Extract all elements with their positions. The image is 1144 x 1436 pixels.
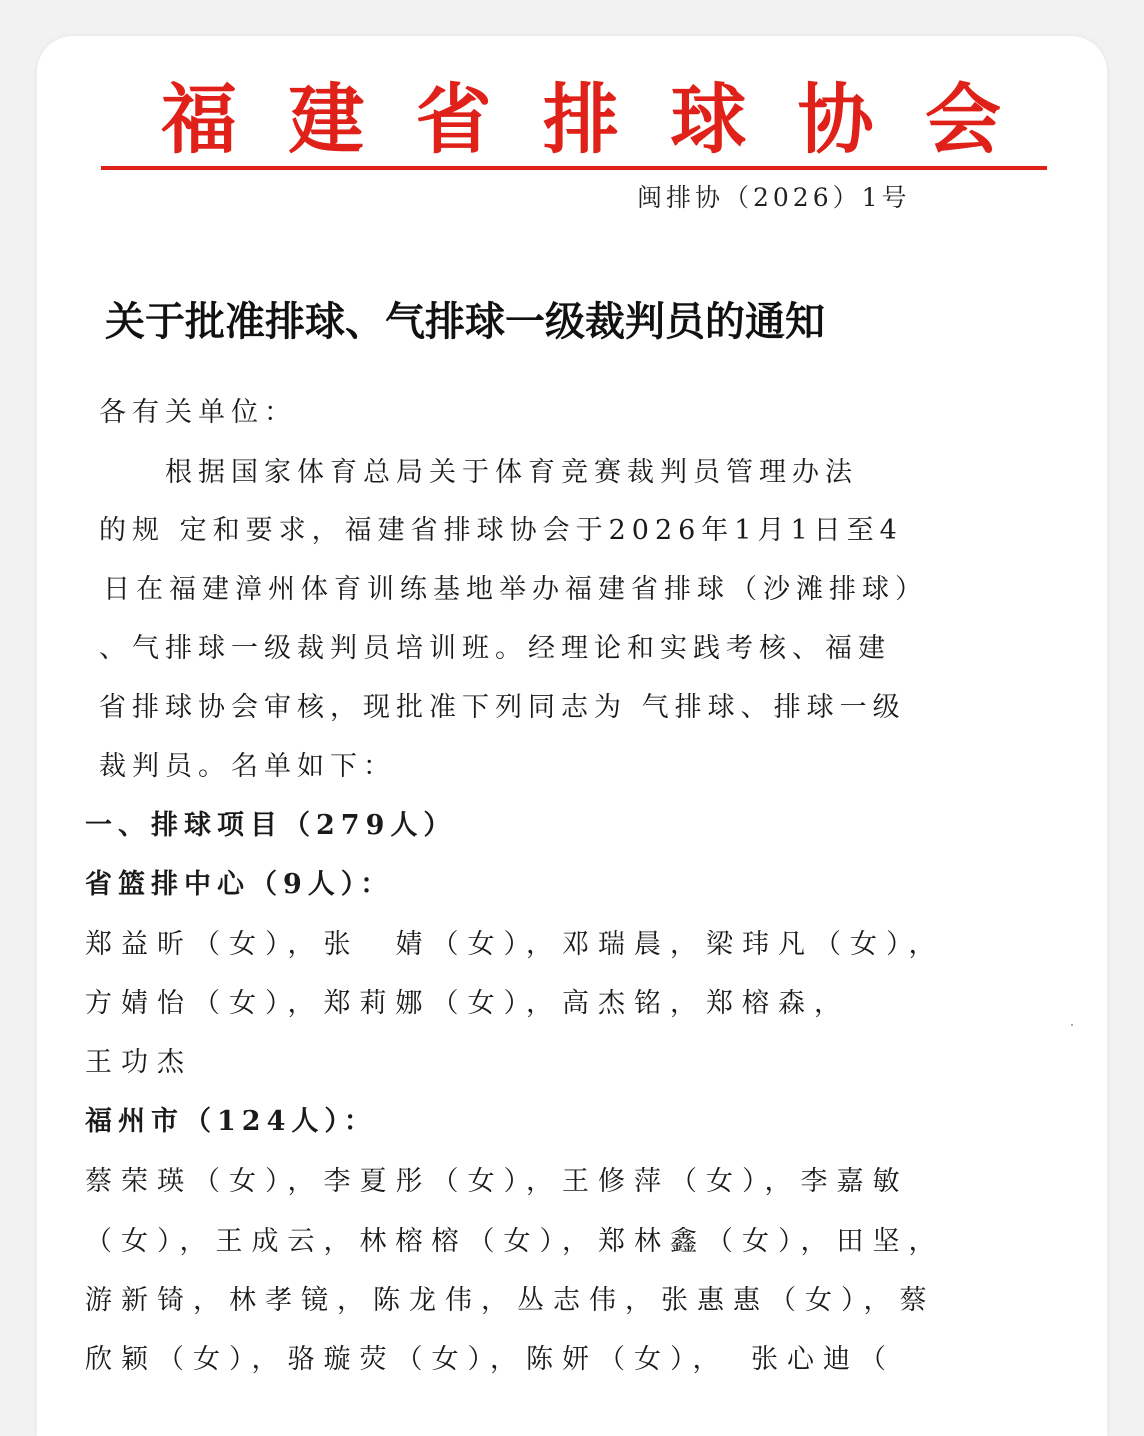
document-number: 闽排协（2026）1号 bbox=[637, 183, 911, 212]
body-line: 省排球协会审核，现批准下列同志为 气排球、排球一级 bbox=[99, 692, 906, 723]
name-list-line: （女），王成云，林榕榕（女），郑林鑫（女），田坚， bbox=[85, 1226, 945, 1257]
letterhead-char: 排 bbox=[542, 75, 619, 164]
body-line: 、气排球一级裁判员培训班。经理论和实践考核、福建 bbox=[99, 633, 891, 664]
salutation: 各有关单位： bbox=[99, 397, 297, 428]
body-line: 裁判员。名单如下： bbox=[99, 751, 396, 782]
organization-letterhead bbox=[161, 75, 1001, 164]
body-line: 日在福建漳州体育训练基地举办福建省排球（沙滩排球） bbox=[103, 574, 928, 605]
letterhead-char: 协 bbox=[797, 75, 874, 164]
letterhead-char: 会 bbox=[924, 75, 1001, 164]
notice-title: 关于批准排球、气排球一级裁判员的通知 bbox=[105, 299, 825, 345]
name-list-line: 欣颖（女），骆璇荧（女），陈妍（女）， 张心迪（ bbox=[85, 1344, 895, 1375]
section-heading-volleyball: 一、排球项目（279人） bbox=[85, 810, 457, 841]
name-list-line: 方婧怡（女），郑莉娜（女），高杰铭，郑榕森， bbox=[85, 988, 850, 1019]
name-list-line: 王功杰 bbox=[85, 1047, 193, 1078]
scan-speck bbox=[1071, 1024, 1073, 1026]
letterhead-char: 球 bbox=[670, 75, 747, 164]
body-line: 根据国家体育总局关于体育竞赛裁判员管理办法 bbox=[165, 457, 858, 488]
name-list-line: 郑益昕（女），张 婧（女），邓瑞晨，梁玮凡（女）， bbox=[85, 929, 945, 960]
body-line: 的规 定和要求，福建省排球协会于2026年1月1日至4 bbox=[99, 515, 903, 546]
section-heading-fuzhou: 福州市（124人）： bbox=[85, 1106, 377, 1137]
document-page bbox=[37, 36, 1107, 1436]
letterhead-char: 福 bbox=[161, 75, 237, 164]
section-heading-center: 省篮排中心（9人）： bbox=[85, 869, 394, 900]
name-list-line: 蔡荣瑛（女），李夏彤（女），王修萍（女），李嘉敏 bbox=[85, 1166, 909, 1197]
name-list-line: 游新锜，林孝镜，陈龙伟，丛志伟，张惠惠（女），蔡 bbox=[85, 1285, 936, 1316]
letterhead-divider bbox=[101, 166, 1047, 170]
letterhead-char: 省 bbox=[415, 75, 492, 164]
letterhead-char: 建 bbox=[288, 75, 365, 164]
